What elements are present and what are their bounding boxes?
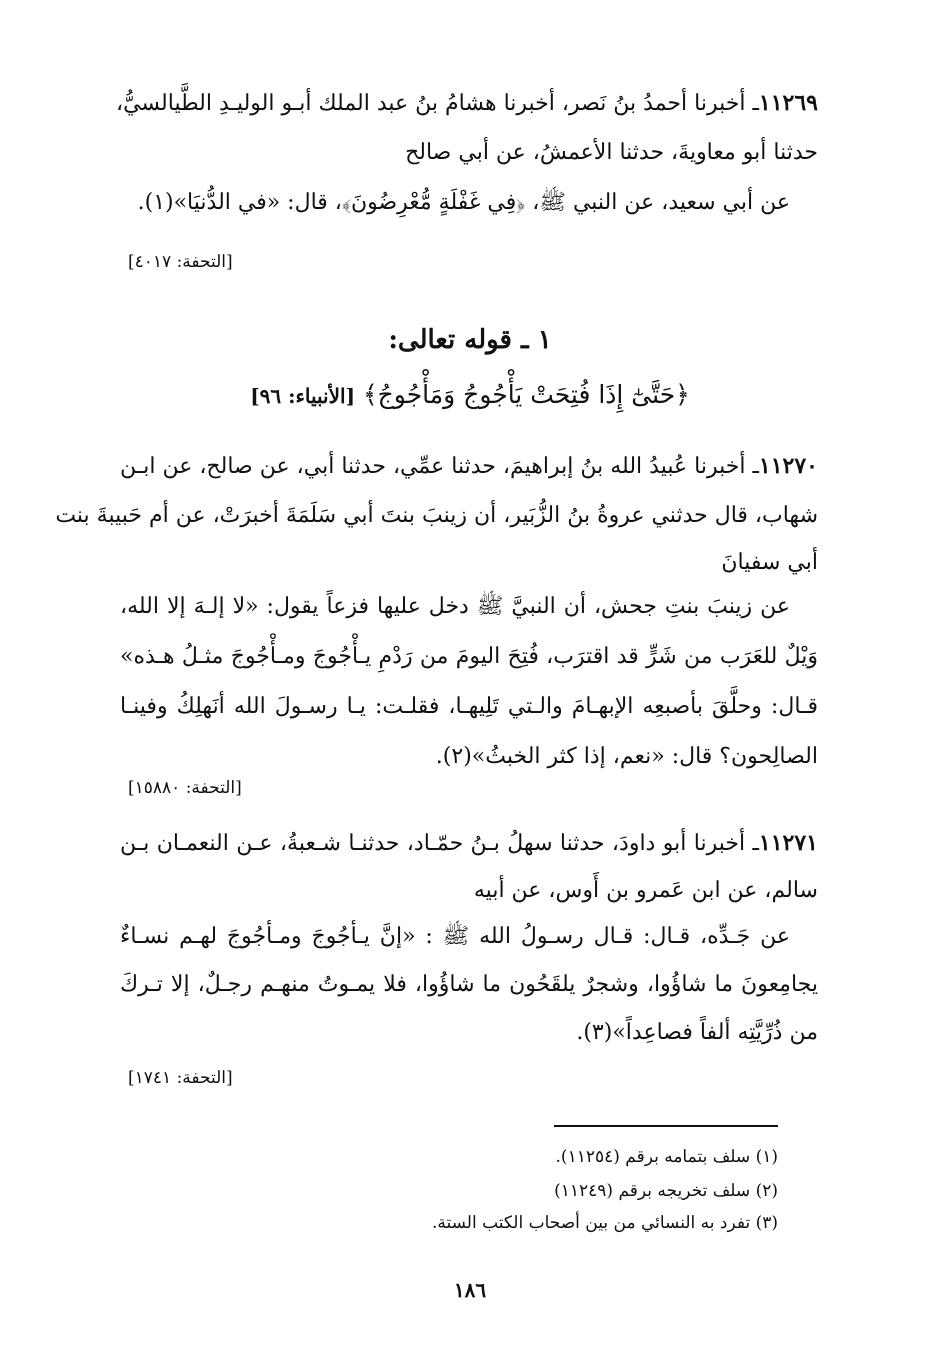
hadith-text: عن جَـدِّه، قـال: قـال رسـولُ الله ﷺ : «إنَّ يـأجُوجَ ومـأجُوجَ لهـم نسـاءٌ xyxy=(120,924,790,949)
verse-reference: [الأنبياء: ٩٦] xyxy=(250,384,356,408)
hadith-text: من ذُرِّيَّتِه ألفاً فصاعِداً»(٣). xyxy=(576,1020,818,1045)
hadith-line: أبي سفيانَ xyxy=(721,550,818,575)
footnote-3: (٣) تفرد به النسائي من بين أصحاب الكتب الستة. xyxy=(431,1213,778,1233)
hadith-number: ١١٢٦٩ xyxy=(758,90,818,116)
verse-text: ﴿حَتَّىٰٓ إِذَا فُتِحَتْ يَأْجُوجُ وَمَأْجُوجُ﴾ xyxy=(363,380,690,409)
hadith-text: يجامِعونَ ما شاؤُوا، وشجرٌ يلقَحُون ما شاؤُوا، فلا يمـوتُ منهـم رجـلٌ، إلا تـركَ xyxy=(120,972,818,997)
hadith-text: عن زينبَ بنتِ جحش، أن النبيَّ ﷺ دخل عليها فزعاً يقول: «لا إلـهَ إلا الله، xyxy=(120,594,790,619)
footnote-2: (٢) سلف تخريجه برقم (١١٢٤٩) xyxy=(554,1181,778,1201)
hadith-number: ١١٢٧١ xyxy=(758,830,818,856)
hadith-11271 xyxy=(120,832,818,1072)
hadith-line: سالم، عن ابن عَمرو بن أَوس، عن أبيه xyxy=(473,878,818,903)
hadith-text: قـال: وحلَّقَ بأصبعِه الإبهـامَ والـتي تَلِيهـا، فقلـت: يـا رسـولَ الله أنَهلِكُ وفينـا xyxy=(120,694,818,719)
hadith-11270 xyxy=(55,453,818,796)
hadith-line: حدثنا أبو معاويةَ، حدثنا الأعمشُ، عن أبي صالح xyxy=(405,140,818,165)
hadith-line: شهاب، قال حدثني عروةُ بنُ الزُّبَير، أن زينبَ بنتَ أبي سَلَمَةَ أخبرَتْ، عن أم حَبيبةَ بنت xyxy=(55,503,818,528)
section-heading: ١ ـ قوله تعالى: xyxy=(388,325,552,355)
hadith-text: وَيْلٌ للعَرَب من شَرٍّ قد اقترَب، فُتِحَ اليومَ من رَدْمِ يـأْجُوجَ ومـأْجُوجَ مثـلُ هـذه» xyxy=(120,644,818,669)
footnote-divider xyxy=(554,1125,778,1127)
hadith-text: الصالِحون؟ قال: «نعم، إذا كثر الخبثُ»(٢). xyxy=(435,744,818,769)
footnote-1: (١) سلف بتمامه برقم (١١٢٥٤). xyxy=(555,1147,778,1167)
tuhfa-reference: [التحفة: ١٧٤١] xyxy=(128,1068,233,1088)
hadith-line: ١١٢٧١ـ أخبرنا أبو داودَ، حدثنا سهلُ بـنُ حمّـاد، حدثنـا شـعبةُ، عـن النعمـان بـن xyxy=(120,830,818,856)
tuhfa-reference: [التحفة: ١٥٨٨٠] xyxy=(128,778,242,798)
hadith-line: ١١٢٧٠ـ أخبرنا عُبيدُ الله بنُ إبراهيمَ، حدثنا عمِّي، حدثنا أبي، عن صالح، عن ابـن xyxy=(120,453,818,479)
hadith-number: ١١٢٧٠ xyxy=(758,453,818,479)
quran-verse xyxy=(0,380,940,409)
hadith-line: ١١٢٦٩ـ أخبرنا أحمدُ بنُ نَصر، أخبرنا هشامُ بنُ عبد الملك أبـو الوليـدِ الطَّيالسيُّ، xyxy=(115,90,818,116)
page-number: ١٨٦ xyxy=(453,1278,487,1302)
tuhfa-reference: [التحفة: ٤٠١٧] xyxy=(128,252,233,272)
hadith-text: عن أبي سعيد، عن النبي ﷺ، ﴿فِي غَفْلَةٍ مُّعْرِضُونَ﴾، قال: «في الدُّنيَا»(١). xyxy=(137,190,790,215)
hadith-11269 xyxy=(115,90,818,242)
